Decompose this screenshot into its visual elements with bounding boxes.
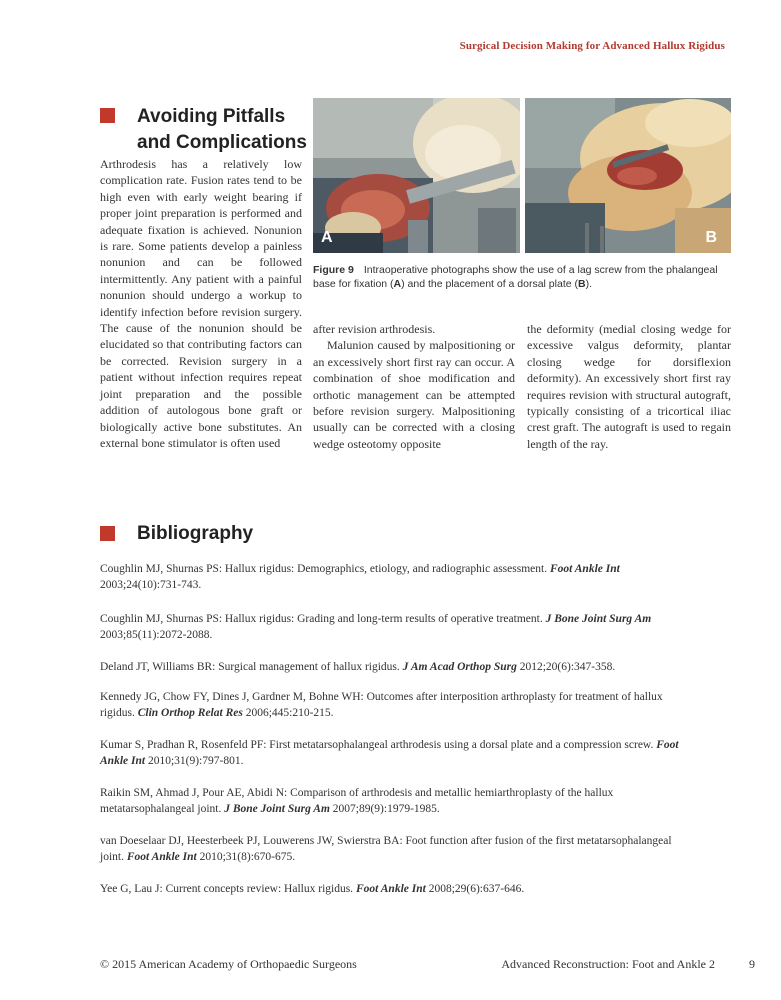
reference-item: Coughlin MJ, Shurnas PS: Hallux rigidus: Grading and long-term results of operative treatment. J Bone Joint Surg Am 2003;85(11):2072-2088. (100, 613, 652, 641)
page-number: 9 (749, 957, 755, 971)
caption-text-2: ) and the placement of a dorsal plate ( (401, 278, 578, 290)
reference-item: Coughlin MJ, Shurnas PS: Hallux rigidus: Demographics, etiology, and radiographic assessment. Foot Ankle Int 2003;24(10):731-743. (100, 563, 620, 591)
photo-label-b: B (705, 229, 717, 246)
body-column-2 (313, 321, 515, 452)
footer-book-title: Advanced Reconstruction: Foot and Ankle 2 (501, 957, 715, 971)
reference-item: Yee G, Lau J: Current concepts review: Hallux rigidus. Foot Ankle Int 2008;29(6):637-646. (100, 883, 525, 895)
reference-item: Kennedy JG, Chow FY, Dines J, Gardner M, Bohne WH: Outcomes after interposition arthroplasty for treatment of hallux rigidus. Clin Orthop Relat Res 2006;445:210-215. (100, 691, 663, 719)
photo-b (525, 98, 731, 253)
caption-label: Figure 9 (313, 264, 354, 276)
reference-item: Kumar S, Pradhan R, Rosenfeld PF: First metatarsophalangeal arthrodesis using a dorsal plate and a compression screw. Foot Ankle Int 2010;31(9):797-801. (100, 739, 679, 767)
caption-text-3: ). (585, 278, 593, 290)
section-marker (100, 526, 115, 541)
caption-text-1: Intraoperative photographs show the use of a lag screw from the phalangeal base for fixation ( (313, 264, 718, 290)
paragraph: after revision arthrodesis. (313, 322, 436, 336)
caption-bold-b: B (578, 278, 586, 290)
intraoperative-photo-b (525, 98, 731, 253)
paragraph: the deformity (medial closing wedge for excessive valgus deformity, plantar closing wedge for dorsiflexion deformity). An excessively short first ray requires revision with structural autograft, typically consisting of a tricortical iliac crest graft. The autograft is used to regain length of the ray. (527, 322, 731, 451)
footer-copyright: © 2015 American Academy of Orthopaedic Surgeons (100, 957, 357, 971)
reference-item: Raikin SM, Ahmad J, Pour AE, Abidi N: Comparison of arthrodesis and metallic hemiarthroplasty of the hallux metatarsophalangeal joint. J Bone Joint Surg Am 2007;89(9):1979-1985. (100, 787, 614, 815)
bibliography-title: Bibliography (137, 523, 254, 544)
body-column-3 (527, 321, 731, 452)
reference-item: Deland JT, Williams BR: Surgical management of hallux rigidus. J Am Acad Orthop Surg 2012;20(6):347-358. (100, 661, 616, 673)
photo-label-a: A (321, 229, 333, 246)
photo-a (313, 98, 520, 253)
caption-bold-a: A (393, 278, 402, 290)
paragraph: Arthrodesis has a relatively low complication rate. Fusion rates tend to be high even with early weight bearing if proper joint preparation is performed and adequate fixation is achieved. Nonunion is rare. Some patients develop a painless nonunion and can be followed intermittently. Any patient with a painful nonunion should undergo a workup to identify infection before revision surgery. The cause of the nonunion should be elucidated so that contributing factors can be corrected. Revision surgery in a patient without infection requires repeat joint preparation and the possible addition of autologous bone graft or biologically active bone substitutes. An external bone stimulator is often used (100, 157, 302, 450)
section-marker (100, 108, 115, 123)
section-title-line1: Avoiding Pitfalls (137, 106, 286, 127)
reference-item: van Doeselaar DJ, Heesterbeek PJ, Louwerens JW, Swierstra BA: Foot function after fusion of the first metatarsophalangeal joint. Foot Ankle Int 2010;31(8):670-675. (100, 835, 672, 863)
running-head: Surgical Decision Making for Advanced Hallux Rigidus (459, 40, 725, 52)
figure-caption (313, 263, 731, 291)
section-title-line2: and Complications (137, 132, 307, 153)
paragraph: Malunion caused by malpositioning or an excessively short first ray can occur. A combination of shoe modification and orthotic management can be attempted before revision surgery. Malpositioning usually can be corrected with a closing wedge osteotomy opposite (313, 338, 515, 451)
intraoperative-photo-a (313, 98, 520, 253)
body-column-1 (100, 156, 302, 451)
